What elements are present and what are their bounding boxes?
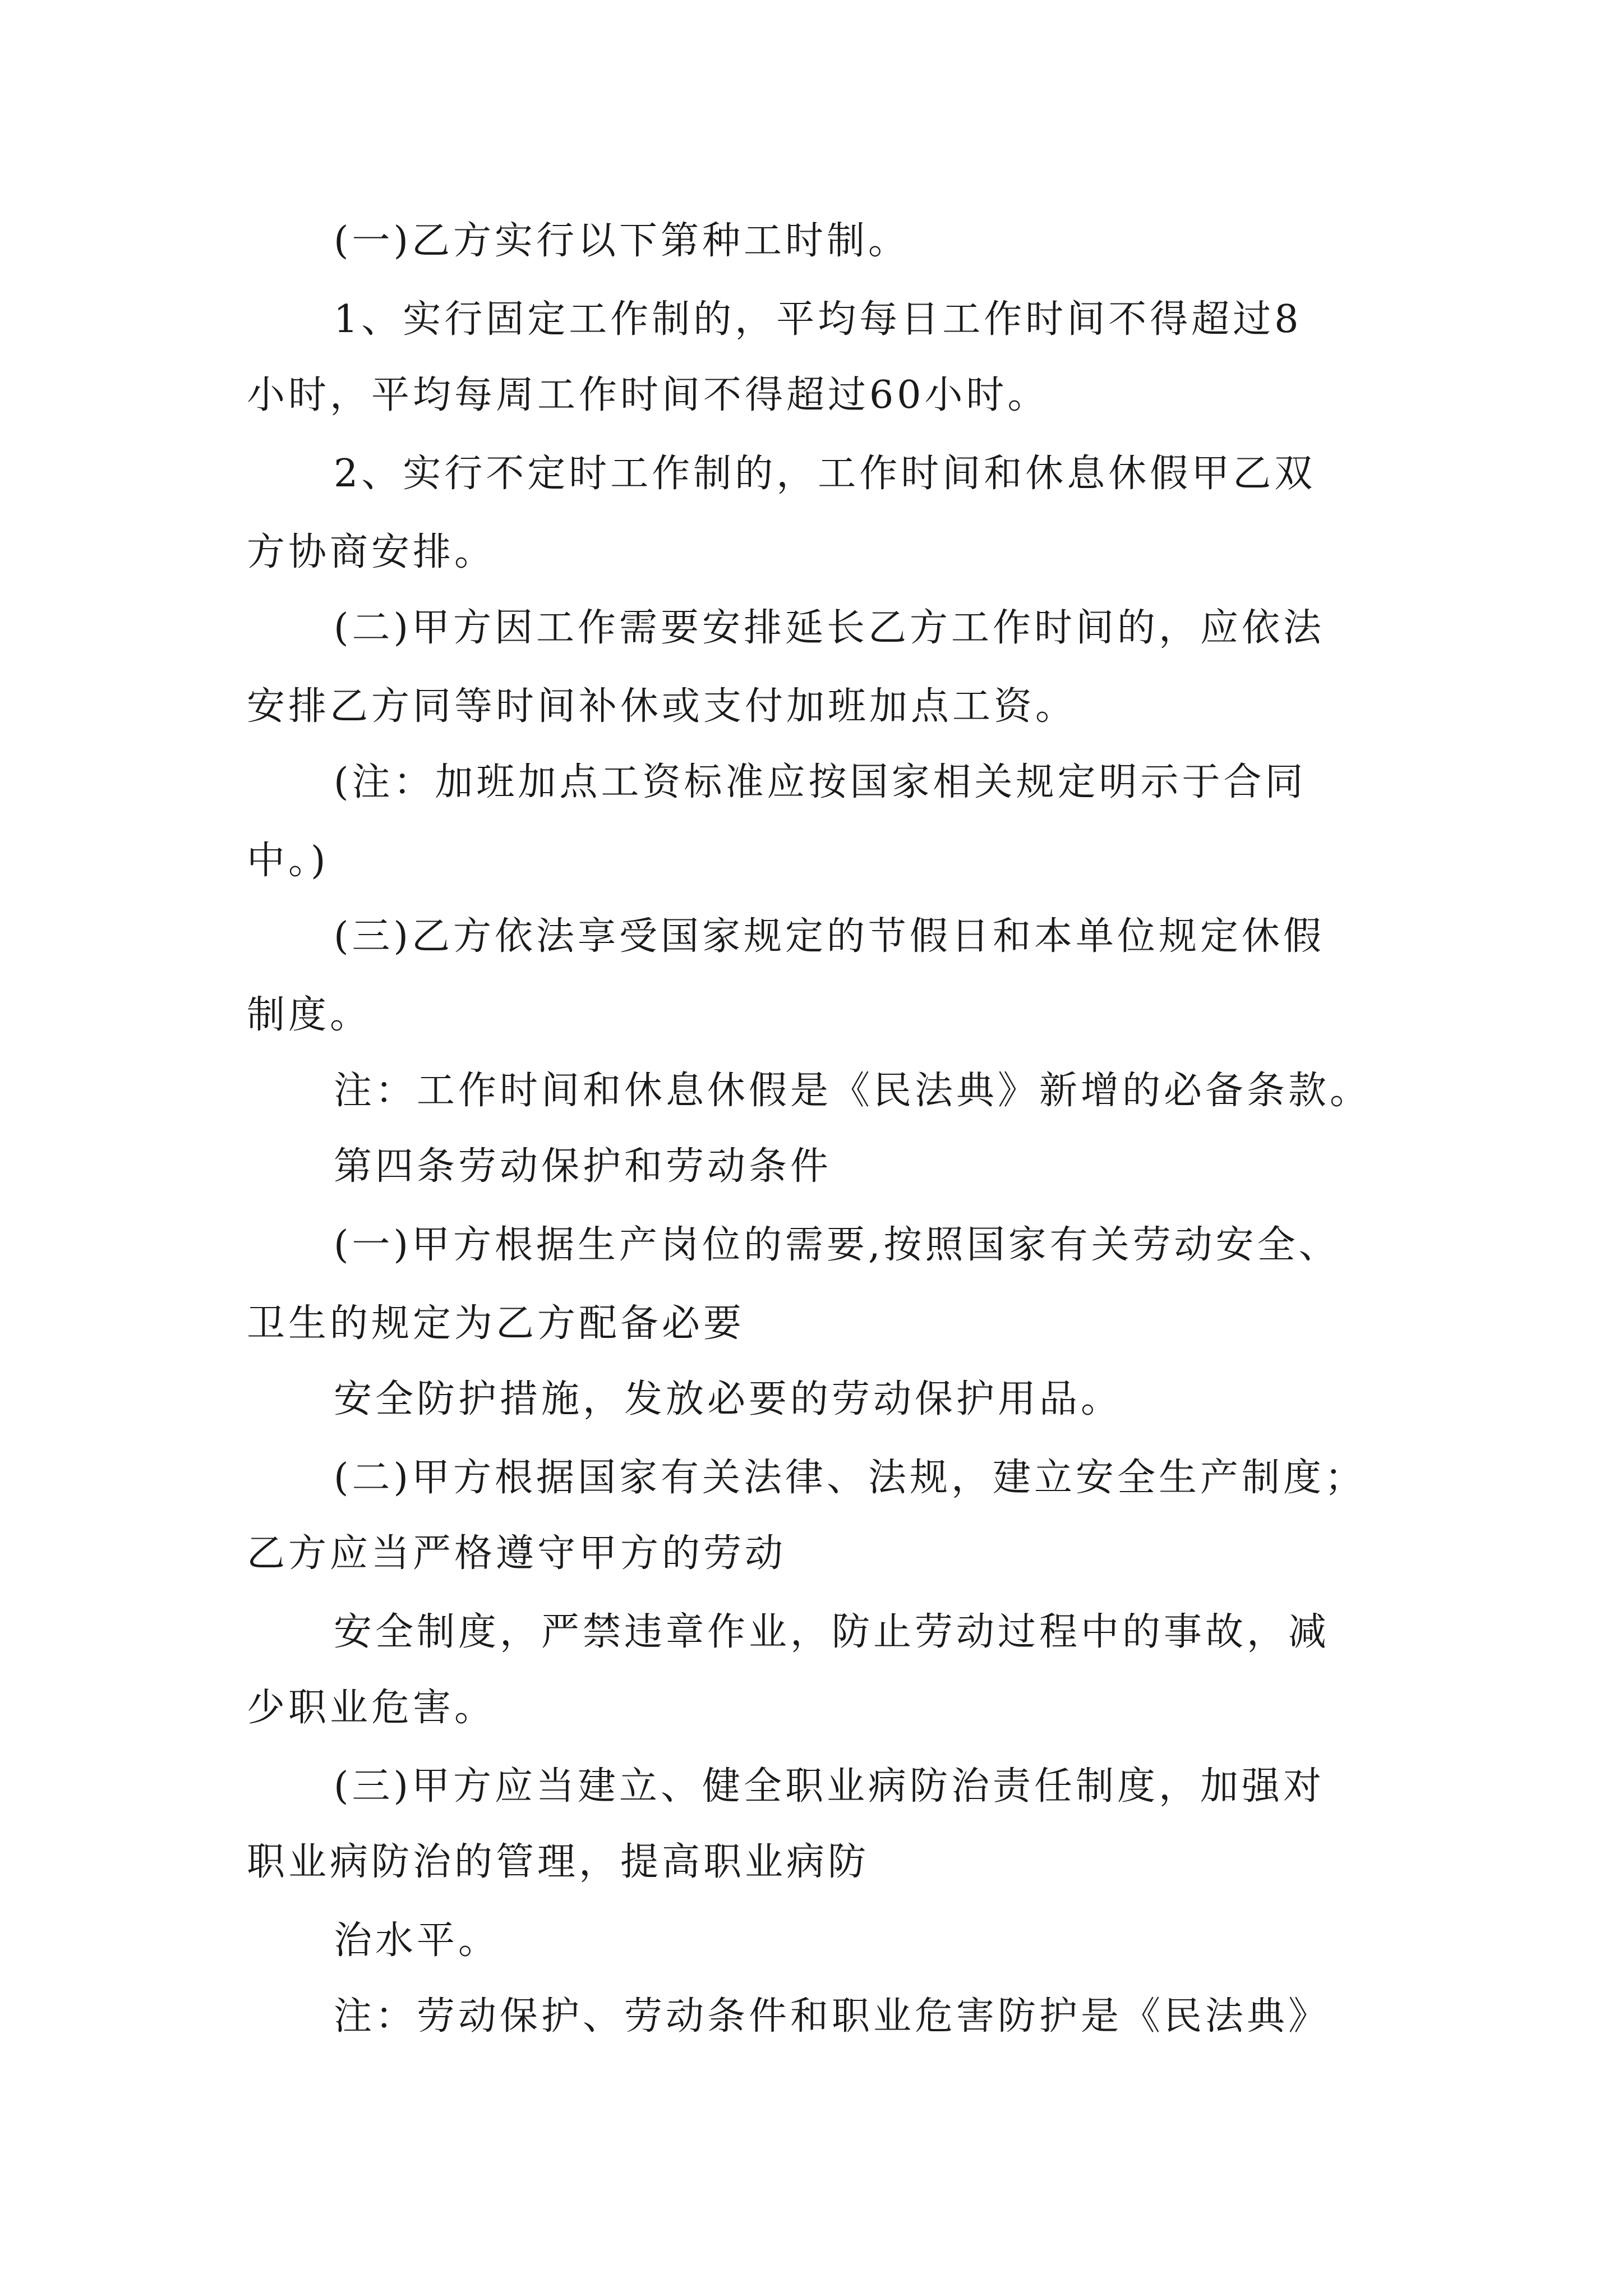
text-line: 小时，平均每周工作时间不得超过60小时。 [247, 373, 1049, 417]
text-line: 安排乙方同等时间补休或支付加班加点工资。 [247, 684, 1077, 729]
text-line: 少职业危害。 [247, 1686, 496, 1730]
text-line: 1、实行固定工作制的，平均每日工作时间不得超过8 [334, 297, 1302, 342]
text-line: (三)乙方依法享受国家规定的节假日和本单位规定休假 [334, 914, 1325, 959]
text-line: 安全防护措施，发放必要的劳动保护用品。 [334, 1377, 1123, 1421]
text-line: 注：工作时间和休息休假是《民法典》新增的必备条款。 [334, 1069, 1372, 1113]
text-line: (注：加班加点工资标准应按国家相关规定明示于合同 [334, 760, 1307, 804]
text-line: 中。) [247, 839, 329, 883]
text-line: 治水平。 [334, 1918, 500, 1963]
text-line: 乙方应当严格遵守甲方的劳动 [247, 1531, 787, 1576]
text-line: (三)甲方应当建立、健全职业病防治责任制度，加强对 [334, 1764, 1325, 1809]
text-line: (二)甲方根据国家有关法律、法规，建立安全生产制度； [334, 1456, 1367, 1500]
text-line: 注：劳动保护、劳动条件和职业危害防护是《民法典》 [334, 1994, 1330, 2039]
text-line: (二)甲方因工作需要安排延长乙方工作时间的，应依法 [334, 606, 1325, 650]
text-line: 职业病防治的管理，提高职业病防 [247, 1840, 870, 1884]
text-line: 方协商安排。 [247, 530, 496, 574]
text-line: 安全制度，严禁违章作业，防止劳动过程中的事故，减 [334, 1610, 1330, 1654]
text-line: 制度。 [247, 993, 372, 1037]
text-line: 卫生的规定为乙方配备必要 [247, 1301, 745, 1346]
text-line: 2、实行不定时工作制的，工作时间和休息休假甲乙双 [334, 452, 1316, 496]
text-line: (一)甲方根据生产岗位的需要,按照国家有关劳动安全、 [334, 1223, 1340, 1267]
text-line: (一)乙方实行以下第种工时制。 [334, 219, 910, 263]
section-heading: 第四条劳动保护和劳动条件 [334, 1144, 832, 1189]
